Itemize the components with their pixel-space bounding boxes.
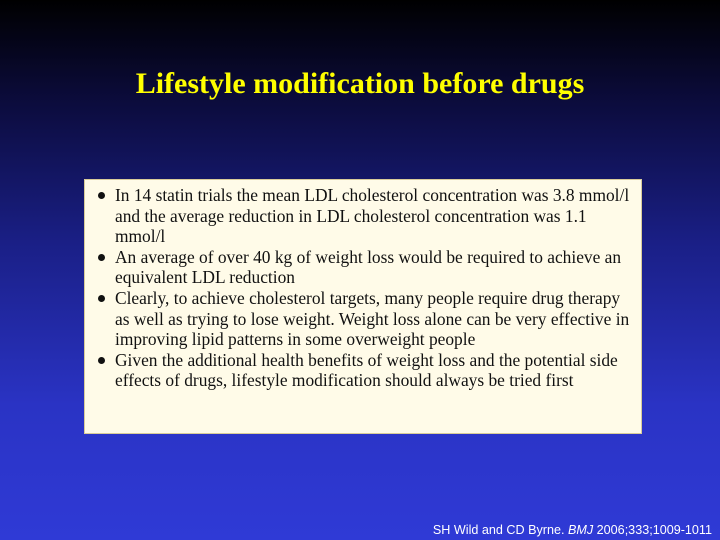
content-box — [84, 179, 642, 434]
bullet-dot-icon — [98, 254, 105, 261]
citation-journal: BMJ — [567, 523, 594, 537]
bullet-text: An average of over 40 kg of weight loss would be required to achieve an equivalent LDL reduction — [115, 246, 622, 288]
citation-reference: 2006;333;1009-1011 — [596, 523, 712, 537]
bullet-item — [97, 350, 633, 391]
slide-title: Lifestyle modification before drugs — [135, 67, 585, 100]
bullet-dot-icon — [98, 357, 105, 364]
citation — [433, 522, 712, 538]
bullet-dot-icon — [98, 192, 105, 199]
bullet-text: In 14 statin trials the mean LDL cholesterol concentration was 3.8 mmol/l and the average reduction in LDL cholesterol concentration was 1.1 mmol/l — [115, 185, 630, 247]
citation-authors: SH Wild and CD Byrne. — [432, 523, 565, 537]
bullet-text: Given the additional health benefits of weight loss and the potential side effects of drugs, lifestyle modification should always be tried first — [115, 349, 618, 391]
bullet-item — [97, 288, 633, 350]
bullet-dot-icon — [98, 295, 105, 302]
bullet-list — [97, 185, 633, 391]
bullet-text: Clearly, to achieve cholesterol targets, many people require drug therapy as well as trying to lose weight. Weight loss alone can be very effective in improving lipid patterns in some overweight people — [115, 287, 630, 350]
bullet-item — [97, 247, 633, 288]
bullet-item — [97, 185, 633, 247]
